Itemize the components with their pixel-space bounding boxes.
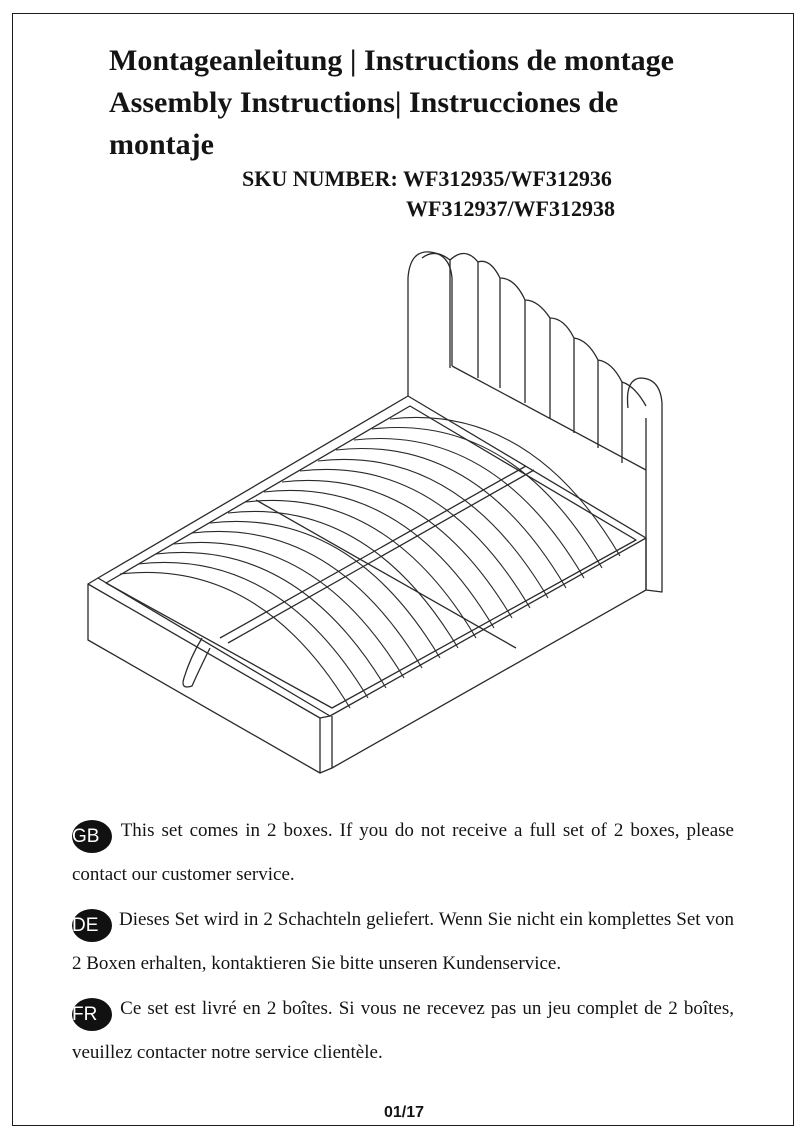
note-gb-text: This set comes in 2 boxes. If you do not receive a full set of 2 boxes, please contact our customer service.: [72, 820, 734, 885]
headboard-scallops: [422, 253, 646, 470]
sku-line-2: WF312937/WF312938: [406, 196, 615, 221]
page-number: 01/17: [383, 1104, 425, 1121]
note-de: [72, 898, 734, 986]
headboard-left-post: [408, 252, 452, 396]
document-title: Montageanleitung | Instructions de montage Assembly Instructions| Instrucciones de montaje: [109, 44, 674, 161]
note-gb: [72, 809, 734, 897]
note-fr: [72, 987, 734, 1075]
frame-front: [88, 584, 320, 773]
sku-line-1: SKU NUMBER: WF312935/WF312936: [242, 166, 612, 191]
note-fr-text: Ce set est livré en 2 boîtes. Si vous ne recevez pas un jeu complet de 2 boîtes, veuillez contacter notre service clientèle.: [72, 998, 735, 1063]
language-badge-fr: FR: [72, 998, 112, 1031]
note-de-text: Dieses Set wird in 2 Schachteln geliefert. Wenn Sie nicht ein komplettes Set von 2 Boxen erhalten, kontaktieren Sie bitte unseren Kundenservice.: [72, 909, 735, 974]
language-badge-de: DE: [72, 909, 112, 942]
lift-strap: [183, 638, 210, 687]
headboard-right-post: [628, 378, 663, 592]
bed-illustration: [80, 238, 680, 783]
frame-top: [98, 396, 646, 716]
language-badge-gb: GB: [72, 820, 112, 853]
